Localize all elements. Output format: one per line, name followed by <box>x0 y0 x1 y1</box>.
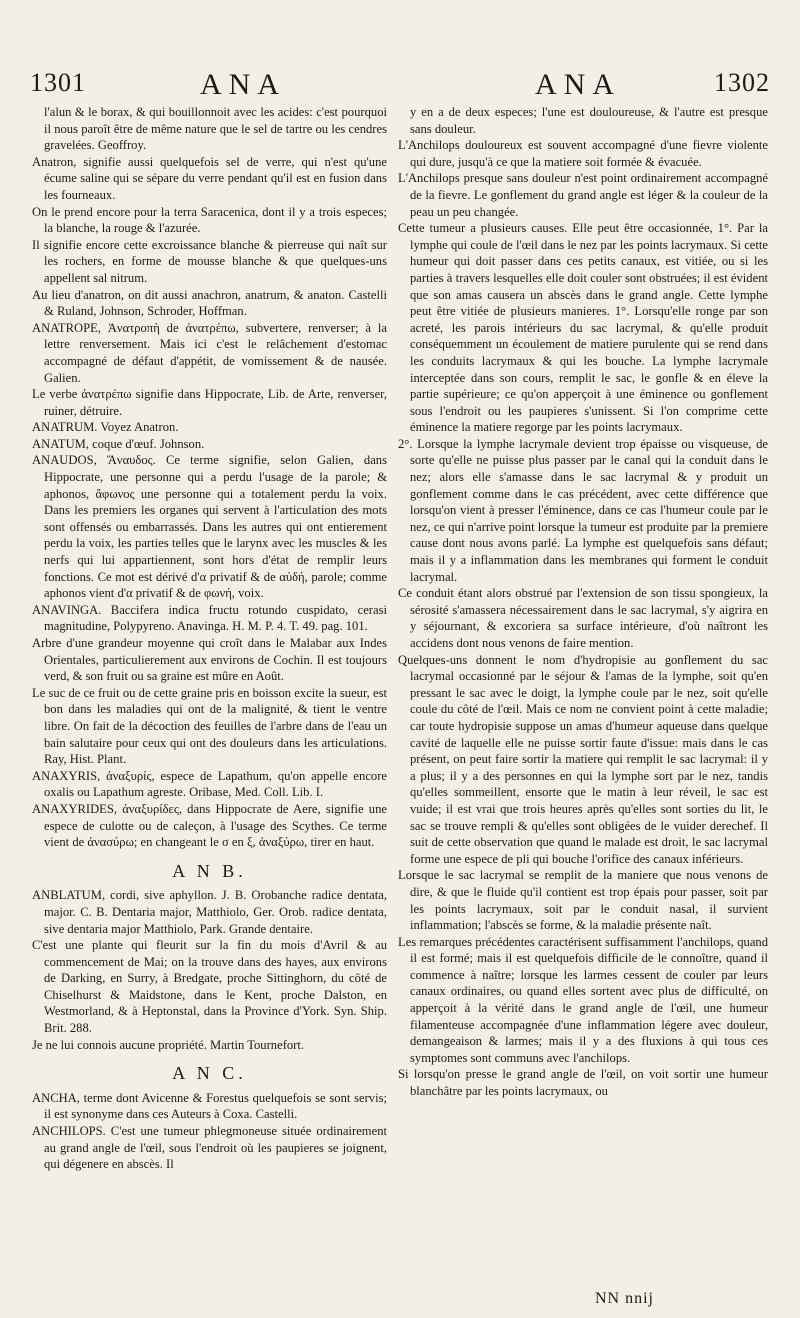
entry-paragraph: Les remarques précédentes caractérisent suffisamment l'anchilops, quand il est formé; mais il est quelquefois difficile de le connoître, quand il commence à naître; lorsque les larmes cessent de couler par leurs canaux ordinaires, ou quand elles sortent avec plus de difficulté, on apperçoit à la vérité dans le grand angle de l'œil, une humeur filamenteuse accompagnée d'une inflammation légere avec douleur, demangeaison & larmes; mais il y a des fluxions à qui tous ces symptomes sont communs avec l'anchilops. <box>398 934 768 1065</box>
left-column <box>32 104 387 1279</box>
entry-paragraph: ANAXYRIS, ἀναξυρίς, espece de Lapathum, qu'on appelle encore oxalis ou Lapathum agreste. Oribase, Med. Coll. Lib. I. <box>32 768 387 800</box>
entry-paragraph: Arbre d'une grandeur moyenne qui croît dans le Malabar aux Indes Orientales, particulierement aux environs de Cochin. Il est toujours verd, & son fruit ou sa graine est mûre en Août. <box>32 636 387 684</box>
page-number-left: 1301 <box>30 68 86 97</box>
entry-paragraph: ANATUM, coque d'œuf. Johnson. <box>32 436 205 451</box>
entry-paragraph: Quelques-uns donnent le nom d'hydropisie au gonflement du sac lacrymal occasionné par le séjour & l'amas de la lymphe, soit qu'en pressant le sac avec le doigt, la lymphe coule par le nez, soit qu'elle coule du côté de l'œil. Mais ce nom ne convient point à cette maladie; car toute hydropisie suppose un amas d'humeur aqueuse dans quelque cavité de laquelle elle ne puisse sortir faute d'issue: mais dans le cas présent, on peut faire sortir la matiere qui remplit le sac lacrymal: il y a plus; il y a des personnes en qui la lymphe sort par le nez, tandis qu'elles sommeillent, ensorte que le matin à leur réveil, le sac est vuide; il est vrai que trois heures après qu'elles sont sorties du lit, le sac se trouve rempli & qu'elles sont obligées de le vuider derechef. Il suit de cette observation que quand le malade est droit, le sac lacrymal forme une espece de pli qui bouche l'orifice des canaux inférieurs. <box>398 652 768 866</box>
right-entries <box>398 104 768 1100</box>
running-head-left: ANA <box>200 68 286 101</box>
entry-paragraph: ANAVINGA. Baccifera indica fructu rotundo cuspidato, cerasi magnitudine, Polypyreno. Anavinga. H. M. P. 4. T. 49. pag. 101. <box>32 602 387 634</box>
running-head-right: ANA <box>535 68 621 101</box>
entry-paragraph: ANATROPE, Ἀνατροπὴ de ἀνατρέπω, subvertere, renverser; à la lettre renversement. Mais ici c'est le relâchement d'estomac accompagné de défaut d'appétit, de vomissement & de nausée. Galien. <box>32 320 387 385</box>
entry-paragraph: ANAUDOS, Ἄναυδος. Ce terme signifie, selon Galien, dans Hippocrate, une personne qui a perdu l'usage de la parole; & aphonos, ἄφωνος une personne qui a totalement perdu la voix. Dans les premiers les organes qui servent à l'articulation des mots sont offensés ou embarrassés. Dans les autres qui ont entierement perdu la voix, les parties telles que le larynx avec les muscles & les nerfs qui lui appartiennent, sont hors d'état de remplir leurs fonctions. Ce mot est dérivé d'α privatif & de αὐδή, parole; comme aphonos vient d'α privatif & de φωνή, voix. <box>32 453 387 601</box>
entry-paragraph: ANATRUM. Voyez Anatron. <box>32 420 179 435</box>
entry-paragraph: 2°. Lorsque la lymphe lacrymale devient trop épaisse ou visqueuse, de sorte qu'elle ne puisse plus passer par le canal qui la conduit dans le nez; alors elle s'amasse dans le sac lacrymal & y produit un gonflement comme dans le cas précédent, avec cette différence que lorsqu'on vient à presser l'éminence, dans ce cas l'humeur coule par le nez, ce qui n'arrive point lorsque la tumeur est produite par la premiere cause dont nous avons parlé. La lymphe est quelquefois sans défaut; mais il y a inflammation dans les membranes qui forment le conduit lacrymal. <box>398 436 768 584</box>
entry-paragraph: ANBLATUM, cordi, sive aphyllon. J. B. Orobanche radice dentata, major. C. B. Dentaria major, Matthiolo, Ger. Orob. radice dentata, sive dentaria major Matthiolo, Park. Grande dentaire. <box>32 888 387 936</box>
entry-paragraph: On le prend encore pour la terra Saracenica, dont il y a trois especes; la blanche, la rouge & l'azurée. <box>32 204 387 236</box>
entry-paragraph: C'est une plante qui fleurit sur la fin du mois d'Avril & au commencement de Mai; on la trouve dans des hayes, aux environs de Darking, en Surry, à Bredgate, proche Sittinghorn, du côté de Chiselhurst & Maidstone, dans le Kent, proche Dalston, en Westmorland, & à Heptonstal, dans la Province d'York. Syn. Ship. Brit. 288. <box>32 938 387 1036</box>
entry-paragraph: l'alun & le borax, & qui bouillonnoit avec les acides: c'est pourquoi il nous paroît être de même nature que le sel de tartre ou les cendres gravelées. Geoffroy. <box>44 105 387 153</box>
entry-paragraph: L'Anchilops douloureux est souvent accompagné d'une fievre violente qui dure, jusqu'à ce que la matiere soit formée & évacuée. <box>398 138 768 169</box>
page-number-right: 1302 <box>714 68 770 97</box>
entry-paragraph: Le verbe ἀνατρέπω signifie dans Hippocrate, Lib. de Arte, renverser, ruiner, détruire. <box>32 387 387 418</box>
entry-paragraph: Ce conduit étant alors obstrué par l'extension de son tissu spongieux, la sérosité s'amassera nécessairement dans le sac lacrymal, s'y aigrira en y séjournant, & excoriera sa surface intérieure, d'où naîtront les accidens dont nous venons de faire mention. <box>398 586 768 650</box>
entry-paragraph: Lorsque le sac lacrymal se remplit de la maniere que nous venons de dire, & que le fluide qu'il contient est trop épais pour passer, soit par les points lacrymaux, soit par le conduit nasal, il survient inflammation; l'abscès se forme, & la maladie présente naît. <box>398 868 768 933</box>
section-heading-anc: A N C. <box>172 1063 247 1084</box>
signature-mark: NN nnij <box>595 1290 654 1307</box>
entry-paragraph: Il signifie encore cette excroissance blanche & pierreuse qui naît sur les rochers, en forme de mousse blanche & que quelques-uns appellent sal nitrum. <box>32 237 387 285</box>
entry-paragraph: Anatron, signifie aussi quelquefois sel de verre, qui n'est qu'une écume saline qui se sépare du verre pendant qu'il est en fusion dans les fourneaux. <box>32 154 387 202</box>
entry-paragraph: ANCHA, terme dont Avicenne & Forestus quelquefois se sont servis; il est synonyme dans ces Auteurs à Coxa. Castelli. <box>32 1090 387 1122</box>
right-column <box>398 104 768 1279</box>
entry-paragraph: Le suc de ce fruit ou de cette graine pris en boisson excite la sueur, est bon dans les maladies qui ont de la malignité, & tient le ventre libre. On fait de la décoction des feuilles de l'arbre dans de l'eau un bain salutaire pour ceux qui ont des douleurs dans les articulations. Ray, Hist. Plant. <box>32 685 387 767</box>
page-header <box>30 68 770 104</box>
entry-paragraph: Si lorsqu'on presse le grand angle de l'œil, on voit sortir une humeur blanchâtre par les points lacrymaux, ou <box>398 1067 768 1099</box>
anb-entries <box>32 887 387 1053</box>
entry-paragraph: Je ne lui connois aucune propriété. Martin Tournefort. <box>32 1037 305 1052</box>
anc-entries <box>32 1090 387 1173</box>
entry-paragraph: ANAXYRIDES, ἀναξυρίδες, dans Hippocrate de Aere, signifie une espece de culotte ou de caleçon, à l'usage des Scythes. Ce terme vient de ἀνασύρω; en changeant le σ en ξ, ἀναξύρω, tirer en haut. <box>32 801 387 850</box>
left-entries <box>32 104 387 851</box>
entry-paragraph: Cette tumeur a plusieurs causes. Elle peut être occasionnée, 1°. Par la lymphe qui coule de l'œil dans le nez par les points lacrymaux. Si cette humeur qui doit passer dans ces petits canaux, est vitiée, ou si les parties à travers lesquelles elle doit couler sont obstruées; il est évident que son amas causera un abscès dans le grand angle. Cette lymphe peut être vitiée de plusieurs manieres. 1°. Lorsqu'elle ronge par son acreté, les parois intérieurs du sac lacrymal, & qu'elle produit conséquemment un écoulement de matiere purulente qui se rend dans les conduits lacrymaux & qui les bouche. La lymphe lacrymale interceptée dans son cours, remplit le sac, le gonfle & en éleve la partie supérieure; ce qu'on apperçoit à une éminence ou gonflement sous l'endroit ou les paupieres s'unissent. Si l'on comprime cette éminence la matiere regorge par les points lacrymaux. <box>398 221 768 435</box>
entry-paragraph: L'Anchilops presque sans douleur n'est point ordinairement accompagné de la fievre. Le gonflement du grand angle est léger & la couleur de la peau un peu changée. <box>398 171 768 219</box>
entry-paragraph: y en a de deux especes; l'une est douloureuse, & l'autre est presque sans douleur. <box>410 105 768 136</box>
section-heading-anb: A N B. <box>172 860 247 881</box>
entry-paragraph: ANCHILOPS. C'est une tumeur phlegmoneuse située ordinairement au grand angle de l'œil, sous l'endroit où les paupieres se joignent, qui dégenere en abscès. Il <box>32 1124 387 1172</box>
entry-paragraph: Au lieu d'anatron, on dit aussi anachron, anatrum, & anaton. Castelli & Ruland, Johnson, Schroder, Hoffman. <box>32 287 387 319</box>
